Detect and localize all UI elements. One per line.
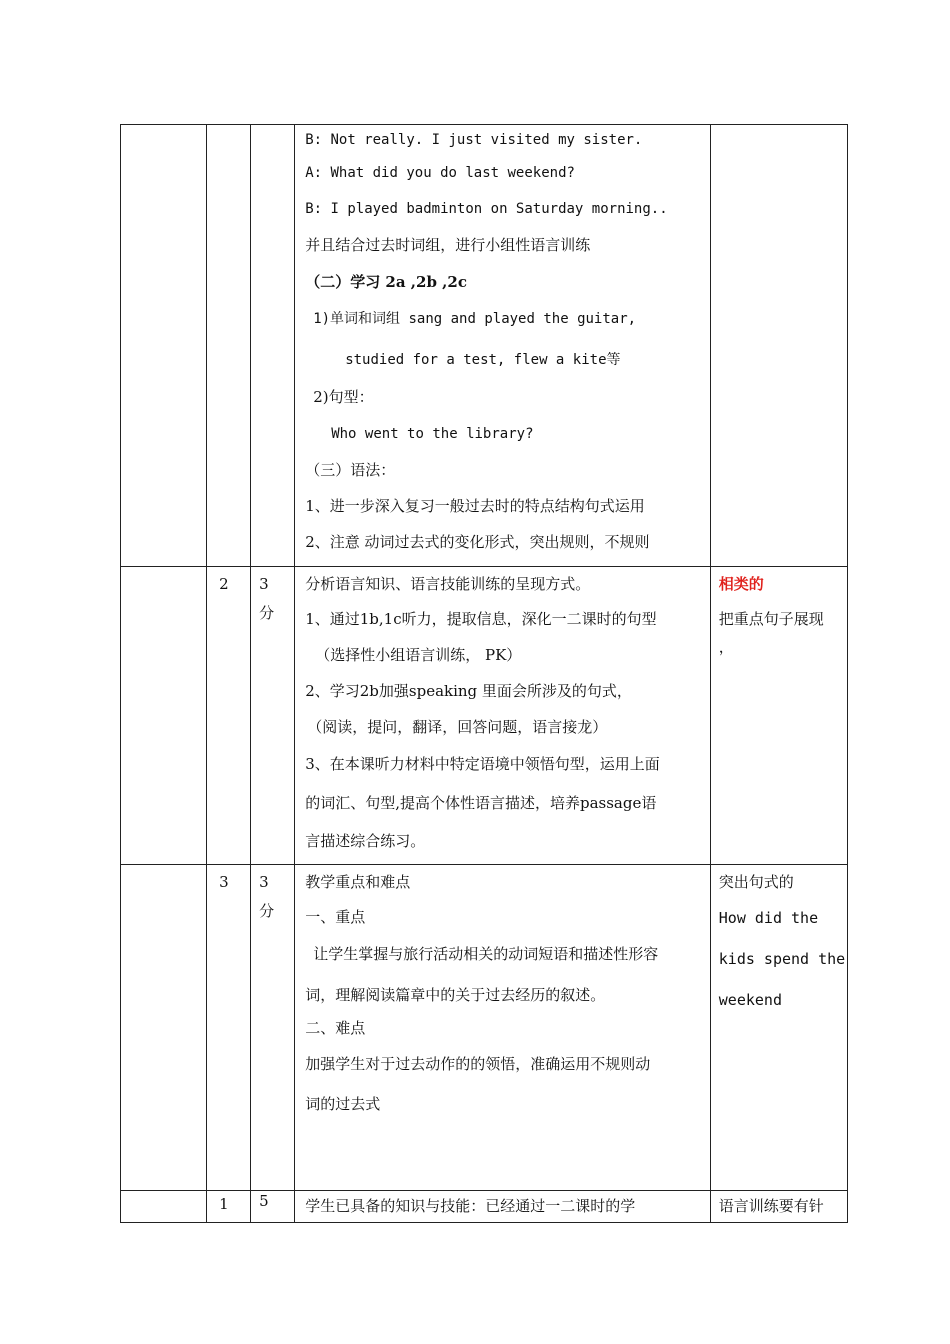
content-cell xyxy=(295,1191,711,1223)
blank-cell xyxy=(207,125,251,567)
text-line: 的词汇、句型,提高个体性语言描述，培养passage语 xyxy=(305,794,657,812)
note-line: kids spend the xyxy=(718,950,846,968)
text-line: 分析语言知识、语言技能训练的呈现方式。 xyxy=(305,575,591,593)
text-line: 词的过去式 xyxy=(305,1095,381,1113)
note-title: 相类的 xyxy=(718,575,764,593)
note-cell xyxy=(710,1191,847,1223)
note-cell xyxy=(710,865,847,1191)
note-line: 语言训练要有针 xyxy=(718,1197,824,1215)
step-number: 1 xyxy=(207,1191,251,1223)
blank-cell xyxy=(121,567,207,865)
section-heading: （三）语法： xyxy=(305,461,396,479)
duration-cell xyxy=(251,865,295,1191)
text-line: （选择性小组语言训练， PK） xyxy=(315,646,522,664)
text-line: 2、注意 动词过去式的变化形式，突出规则，不规则 xyxy=(305,533,650,551)
text-line: Who went to the library? xyxy=(331,426,534,442)
note-line: How did the xyxy=(718,909,819,927)
step-number: 2 xyxy=(207,567,251,865)
note-cell xyxy=(710,567,847,865)
dialogue-line: A: What did you do last weekend? xyxy=(305,165,575,181)
table-row xyxy=(121,1191,848,1223)
note-line: 突出句式的 xyxy=(718,873,794,891)
text-line: 学生已具备的知识与技能：已经通过一二课时的学 xyxy=(305,1197,636,1215)
section-heading: （二）学习 2a ,2b ,2c xyxy=(305,273,467,291)
text-line: 让学生掌握与旅行活动相关的动词短语和描述性形容 xyxy=(313,945,659,963)
text-line: studied for a test, flew a kite等 xyxy=(345,352,621,368)
duration-cell xyxy=(251,567,295,865)
step-number: 3 xyxy=(207,865,251,1191)
content-cell xyxy=(295,865,711,1191)
dialogue-line: B: Not really. I just visited my sister. xyxy=(305,132,643,148)
text-line: 词，理解阅读篇章中的关于过去经历的叙述。 xyxy=(305,986,606,1004)
note-line: ， xyxy=(718,638,734,656)
text-line: 加强学生对于过去动作的的领悟，准确运用不规则动 xyxy=(305,1055,651,1073)
text-line: 并且结合过去时词组，进行小组性语言训练 xyxy=(305,236,591,254)
text-line: （阅读，提问，翻译，回答问题，语言接龙） xyxy=(307,718,608,736)
content-cell xyxy=(295,567,711,865)
note-cell xyxy=(710,125,847,567)
duration-unit: 分 xyxy=(259,902,275,920)
text-line: 1、进一步深入复习一般过去时的特点结构句式运用 xyxy=(305,497,645,515)
text-line: 2)句型： xyxy=(313,388,374,406)
note-line: weekend xyxy=(718,991,782,1009)
duration-value: 3 xyxy=(259,873,269,891)
lesson-plan-table xyxy=(120,124,848,1223)
blank-cell xyxy=(121,865,207,1191)
table-row xyxy=(121,567,848,865)
table-row xyxy=(121,865,848,1191)
section-heading: 一、重点 xyxy=(305,908,366,926)
duration-value: 3 xyxy=(259,575,269,593)
duration-value: 5 xyxy=(251,1191,295,1223)
text-line: 言描述综合练习。 xyxy=(305,832,426,850)
blank-cell xyxy=(121,125,207,567)
text-line: 3、在本课听力材料中特定语境中领悟句型，运用上面 xyxy=(305,755,660,773)
note-line: 把重点句子展现 xyxy=(718,610,824,628)
table-row xyxy=(121,125,848,567)
content-cell xyxy=(295,125,711,567)
text-line: 2、学习2b加强speaking 里面会所涉及的句式， xyxy=(305,682,632,700)
duration-unit: 分 xyxy=(259,604,275,622)
section-heading: 教学重点和难点 xyxy=(305,873,411,891)
section-heading: 二、难点 xyxy=(305,1019,366,1037)
blank-cell xyxy=(251,125,295,567)
text-line: 1、通过1b,1c听力，提取信息，深化一二课时的句型 xyxy=(305,610,657,628)
text-line: 1)单词和词组 sang and played the guitar, xyxy=(313,311,637,327)
blank-cell xyxy=(121,1191,207,1223)
dialogue-line: B: I played badminton on Saturday morning.. xyxy=(305,201,668,217)
